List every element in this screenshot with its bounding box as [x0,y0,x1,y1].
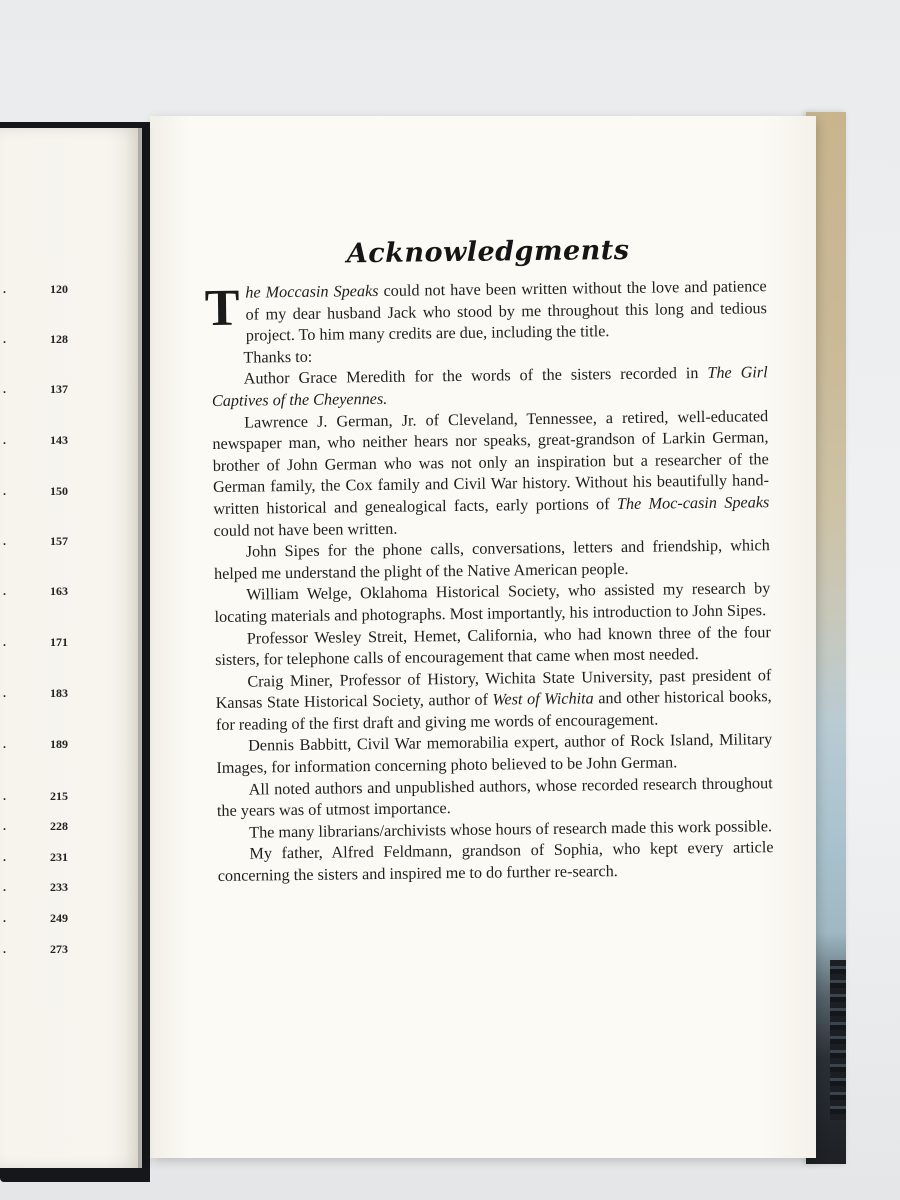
toc-row: . 137 [3,382,68,396]
toc-row: . 150 [3,484,68,498]
acknowledgment-paragraph: All noted authors and unpublished authors, whose recorded research throughout the years was of utmost importance. [216,773,773,821]
toc-page-number: 143 [50,433,68,447]
toc-page-number: 183 [50,686,68,700]
toc-page-number: 120 [50,282,68,296]
book-cover-artwork-edge [830,960,846,1120]
book-title: West of Wichita [492,689,594,709]
acknowledgment-paragraph: William Welge, Oklahoma Historical Society, who assisted my research by locating materials and photographs. Most importantly, his introduction to John Sipes. [214,579,771,626]
toc-row: . 171 [3,635,68,649]
book-title: The Girl Captives of the Cheyennes. [211,363,768,410]
drop-cap: T [204,279,240,338]
acknowledgment-paragraph: John Sipes for the phone calls, conversations, letters and friendship, which helped me understand the plight of the Native American people. [213,536,770,583]
book-title: The Moc-casin Speaks [616,493,770,513]
toc-page-number: 157 [50,534,68,548]
toc-row: . 215 [3,789,68,803]
toc-row: . 249 [3,911,68,925]
acknowledgment-paragraph: My father, Alfred Feldmann, grandson of Sophia, who kept every article concerning the sisters and inspired me to do further re-search. [217,838,774,885]
acknowledgment-paragraph: Craig Miner, Professor of History, Wichita State University, past president of Kansas State Historical Society, author of West of Wichita and other historical books, for reading of the first draft and giving me words of encouragement. [215,665,772,734]
toc-row: . 143 [3,433,68,447]
toc-row: . 233 [3,880,68,894]
intro-paragraph: The Moccasin Speaks could not have been written without the love and patience of my dear husband Jack who stood by me throughout this long and tedious project. To him many credits are due, including the title. [204,277,767,345]
toc-page-number: 150 [50,484,68,498]
toc-page-number: 215 [50,789,68,803]
acknowledgments-section [204,233,774,887]
toc-row: . 157 [3,534,68,548]
acknowledgment-paragraph: Author Grace Meredith for the words of the sisters recorded in The Girl Captives of the Cheyennes. [211,363,768,410]
toc-row: . 231 [3,850,68,864]
acknowledgment-paragraph: Lawrence J. German, Jr. of Cleveland, Tennessee, a retired, well-educated newspaper man, who neither hears nor speaks, great-grandson of Larkin German, brother of John German who was not only an inspiration but a researcher of the German family, the Cox family and Civil War history. Without his beautifully hand-written historical and genealogical facts, early portions of The Moc-casin Speaks could not have been written. [212,406,770,540]
toc-page-number: 189 [50,737,68,751]
toc-page-number: 163 [50,584,68,598]
toc-page-number: 231 [50,850,68,864]
toc-row: . 228 [3,819,68,833]
toc-row: . 128 [3,332,68,346]
book-title: he Moccasin Speaks [245,281,379,302]
toc-page-number: 273 [50,942,68,956]
toc-row: . 163 [3,584,68,598]
acknowledgments-body [204,276,774,887]
toc-page-number: 228 [50,819,68,833]
toc-row: . 120 [3,282,68,296]
toc-page-number: 249 [50,911,68,925]
left-page-contents [0,128,142,1168]
page-title: Acknowledgments [346,234,630,270]
acknowledgment-paragraph: The many librarians/archivists whose hours of research made this work possible. [249,817,773,842]
toc-page-number: 233 [50,880,68,894]
acknowledgment-paragraph: Professor Wesley Streit, Hemet, California, who had known three of the four sisters, for telephone calls of encouragement that came when most needed. [215,622,771,670]
book-gutter-shadow [138,128,154,1168]
toc-page-number: 137 [50,382,68,396]
thanks-to-line: Thanks to: [243,347,313,367]
toc-page-number: 171 [50,635,68,649]
acknowledgment-paragraph: Dennis Babbitt, Civil War memorabilia expert, author of Rock Island, Military Images, for information concerning photo believed to be John German. [216,730,773,778]
toc-row: . 273 [3,942,68,956]
toc-row: . 189 [3,737,68,751]
toc-page-number: 128 [50,332,68,346]
toc-row: . 183 [3,686,68,700]
